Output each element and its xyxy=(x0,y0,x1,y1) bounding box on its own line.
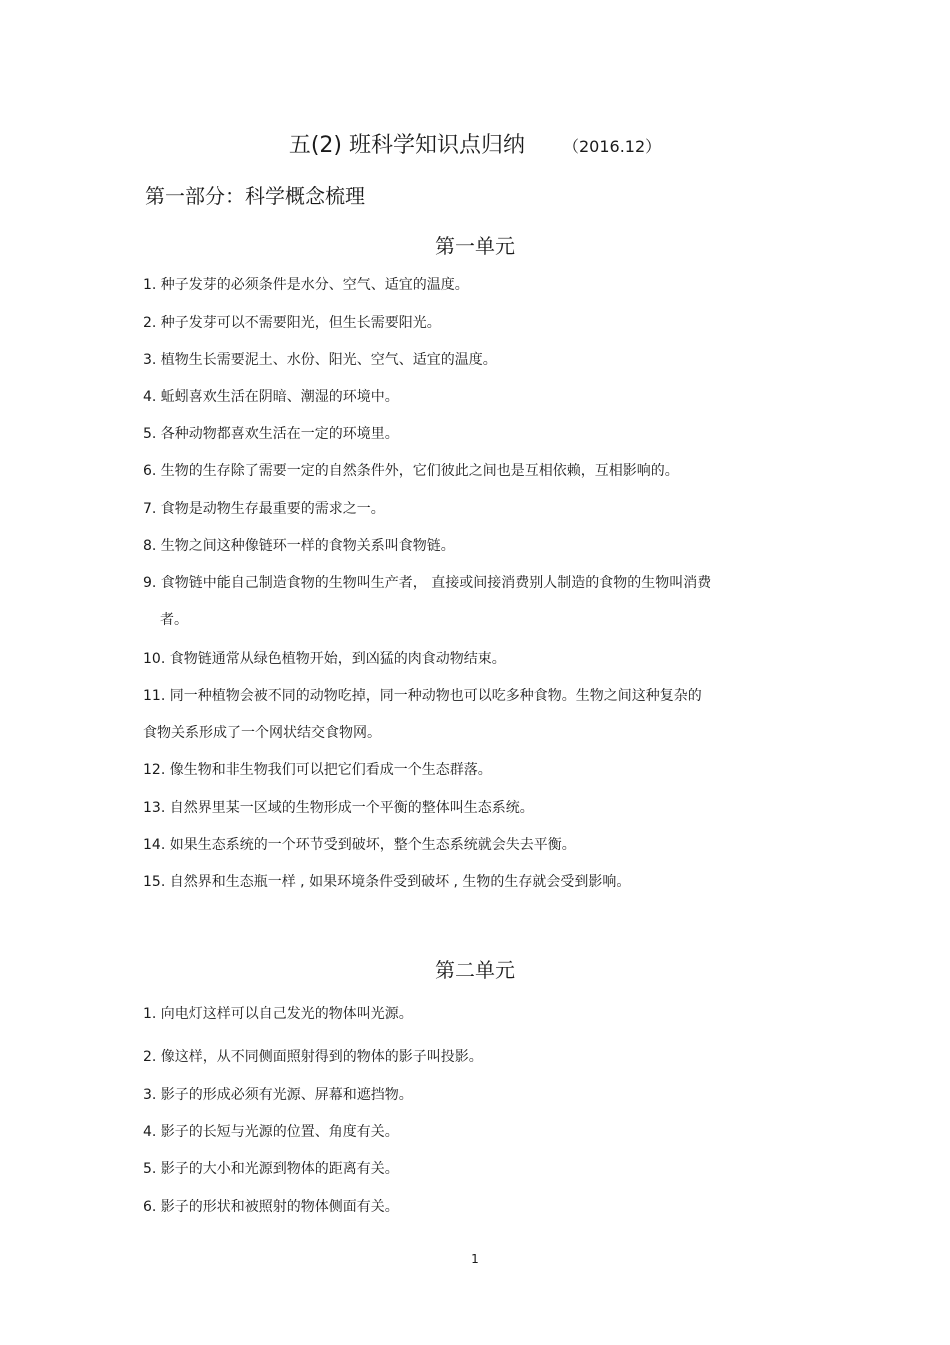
unit1-item: 12. 像生物和非生物我们可以把它们看成一个生态群落。 xyxy=(143,762,492,778)
unit1-item: 15. 自然界和生态瓶一样 , 如果环境条件受到破坏 , 生物的生存就会受到影响。 xyxy=(143,874,631,890)
unit2-item: 2. 像这样，从不同侧面照射得到的物体的影子叫投影。 xyxy=(143,1049,483,1065)
unit1-item: 4. 蚯蚓喜欢生活在阴暗、潮湿的环境中。 xyxy=(143,389,399,405)
unit1-item: 11. 同一种植物会被不同的动物吃掉，同一种动物也可以吃多种食物。生物之间这种复杂的 xyxy=(143,688,702,704)
document-title xyxy=(0,128,950,159)
unit1-item: 5. 各种动物都喜欢生活在一定的环境里。 xyxy=(143,426,399,442)
unit2-item: 1. 向电灯这样可以自己发光的物体叫光源。 xyxy=(143,1006,413,1022)
unit1-item: 3. 植物生长需要泥土、水份、阳光、空气、适宜的温度。 xyxy=(143,352,497,368)
unit1-item: 14. 如果生态系统的一个环节受到破坏，整个生态系统就会失去平衡。 xyxy=(143,837,576,853)
unit1-item: 2. 种子发芽可以不需要阳光，但生长需要阳光。 xyxy=(143,315,441,331)
unit1-item: 1. 种子发芽的必须条件是水分、空气、适宜的温度。 xyxy=(143,277,469,293)
unit1-item: 9. 食物链中能自己制造食物的生物叫生产者， 直接或间接消费别人制造的食物的生物叫消费 xyxy=(143,575,712,591)
unit2-item: 3. 影子的形成必须有光源、屏幕和遮挡物。 xyxy=(143,1087,413,1103)
unit1-item-continuation: 食物关系形成了一个网状结交食物网。 xyxy=(143,725,381,741)
unit1-item: 6. 生物的生存除了需要一定的自然条件外，它们彼此之间也是互相依赖，互相影响的。 xyxy=(143,463,679,479)
unit1-item: 10. 食物链通常从绿色植物开始，到凶猛的肉食动物结束。 xyxy=(143,651,506,667)
part-heading: 第一部分：科学概念梳理 xyxy=(145,184,365,208)
unit1-item-continuation: 者。 xyxy=(160,612,188,628)
unit1-item: 8. 生物之间这种像链环一样的食物关系叫食物链。 xyxy=(143,538,455,554)
title-main: 五(2) 班科学知识点归纳 xyxy=(288,133,525,158)
page-number: 1 xyxy=(471,1252,479,1266)
unit1-item: 13. 自然界里某一区域的生物形成一个平衡的整体叫生态系统。 xyxy=(143,800,534,816)
unit1-heading: 第一单元 xyxy=(435,234,515,258)
unit1-item: 7. 食物是动物生存最重要的需求之一。 xyxy=(143,501,385,517)
unit2-item: 4. 影子的长短与光源的位置、角度有关。 xyxy=(143,1124,399,1140)
title-date: （2016.12） xyxy=(563,137,662,156)
unit2-item: 6. 影子的形状和被照射的物体侧面有关。 xyxy=(143,1199,399,1215)
unit2-item: 5. 影子的大小和光源到物体的距离有关。 xyxy=(143,1161,399,1177)
unit2-heading: 第二单元 xyxy=(435,958,515,982)
